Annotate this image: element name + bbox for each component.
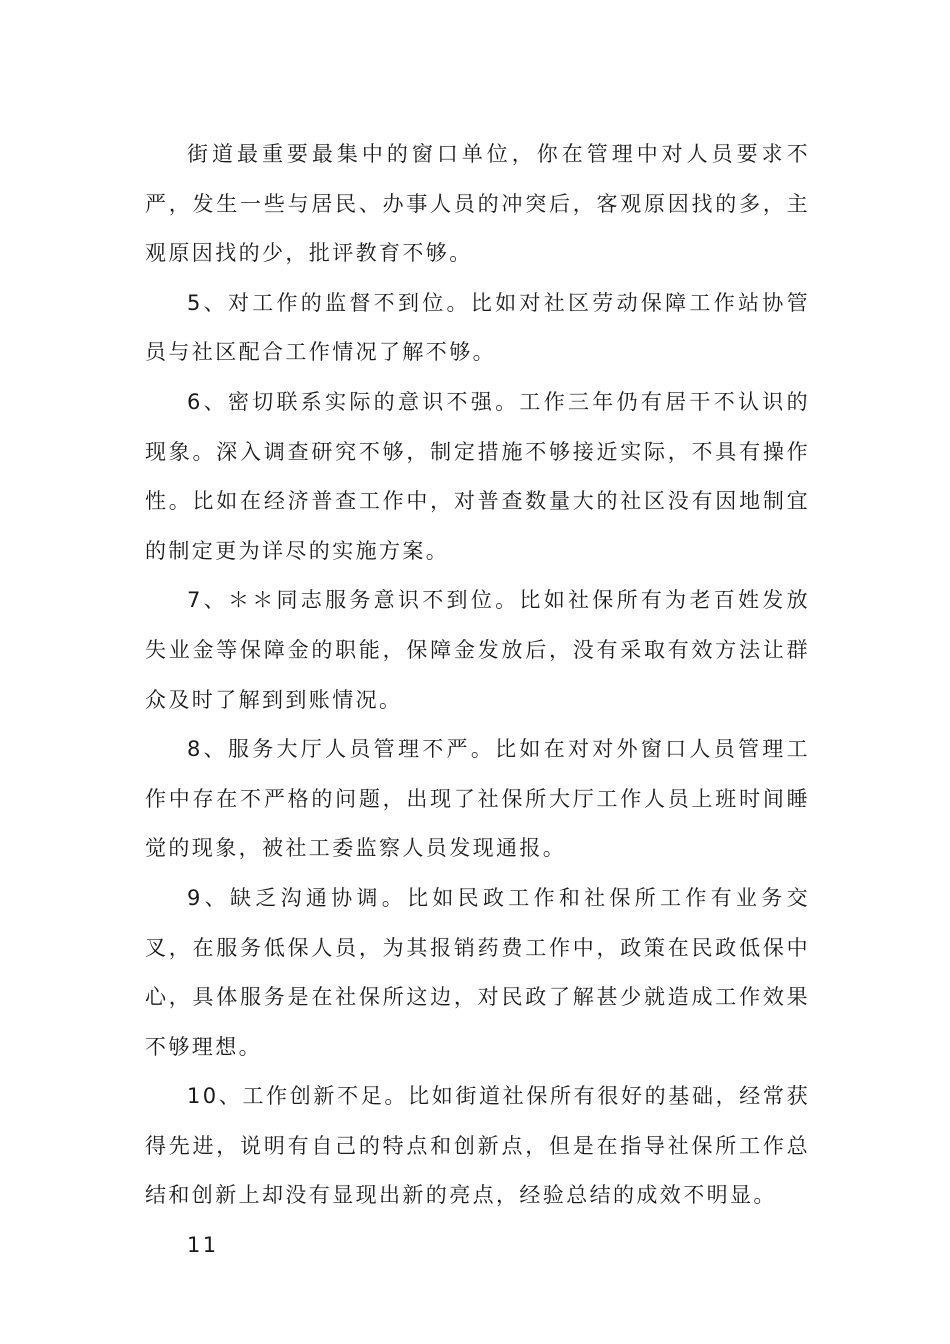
paragraph-item-9: 9、缺乏沟通协调。比如民政工作和社保所工作有业务交叉，在服务低保人员，为其报销药费工作中，政策在民政低保中心，具体服务是在社保所这边，对民政了解甚少就造成工作效果不够理想。 <box>145 885 810 1059</box>
paragraph-item-10: 10、工作创新不足。比如街道社保所有很好的基础，经常获得先进，说明有自己的特点和创新点，但是在指导社保所工作总结和创新上却没有显现出新的亮点，经验总结的成效不明显。 <box>145 1084 810 1208</box>
paragraph-item-6: 6、密切联系实际的意识不强。工作三年仍有居干不认识的现象。深入调查研究不够，制定措施不够接近实际，不具有操作性。比如在经济普查工作中，对普查数量大的社区没有因地制宜的制定更为详尽的实施方案。 <box>145 389 810 563</box>
paragraph-window-unit: 街道最重要最集中的窗口单位，你在管理中对人员要求不严，发生一些与居民、办事人员的冲突后，客观原因找的多，主观原因找的少，批评教育不够。 <box>145 142 810 266</box>
paragraph-item-8: 8、服务大厅人员管理不严。比如在对对外窗口人员管理工作中存在不严格的问题，出现了社保所大厅工作人员上班时间睡觉的现象，被社工委监察人员发现通报。 <box>145 737 810 861</box>
paragraph-item-7: 7、＊＊同志服务意识不到位。比如社保所有为老百姓发放失业金等保障金的职能，保障金发放后，没有采取有效方法让群众及时了解到到账情况。 <box>145 588 810 712</box>
paragraph-item-5: 5、对工作的监督不到位。比如对社区劳动保障工作站协管员与社区配合工作情况了解不够。 <box>145 290 810 365</box>
document-body <box>145 130 810 1271</box>
paragraph-item-11: 11 <box>187 1233 219 1258</box>
